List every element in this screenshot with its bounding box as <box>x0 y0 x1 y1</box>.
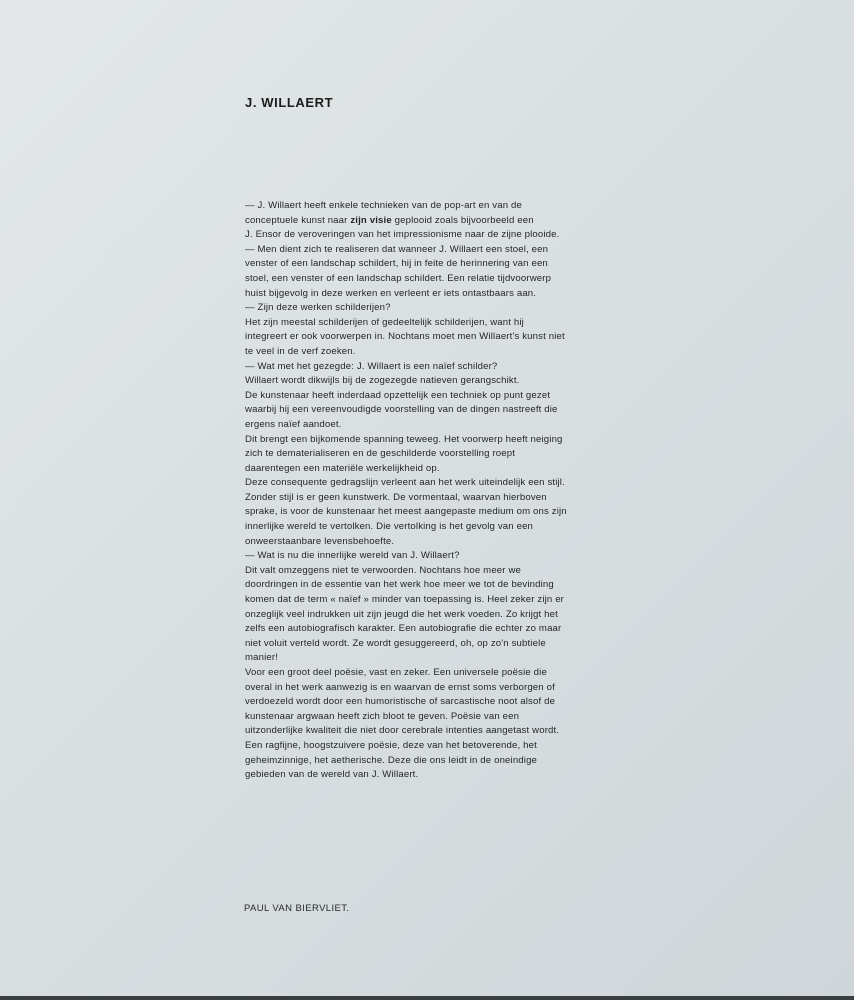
text-line: verdoezeld wordt door een humoristische of sarcastische noot alsof de <box>245 696 556 708</box>
text-line: waarbij hij een vereenvoudigde voorstelling van de dingen nastreeft die <box>245 404 558 416</box>
text-line: manier! <box>245 652 279 664</box>
text-line: niet voluit verteld wordt. Ze wordt gesuggereerd, oh, op zo'n subtiele <box>245 637 546 649</box>
text-line: integreert er ook voorwerpen in. Nochtans moet men Willaert's kunst niet <box>245 331 565 343</box>
author-signature: PAUL VAN BIERVLIET. <box>244 903 350 914</box>
text-line: onweerstaanbare levensbehoefte. <box>245 535 395 547</box>
text-line: Willaert wordt dikwijls bij de zogezegde natieven gerangschikt. <box>245 375 520 387</box>
article-body <box>245 199 645 783</box>
text-line <box>245 214 645 229</box>
text-line: overal in het werk aanwezig is en waarvan de ernst soms verborgen of <box>245 681 555 693</box>
text-line: zich te dematerialiseren en de geschilderde voorstelling roept <box>245 448 516 460</box>
text-line: Zonder stijl is er geen kunstwerk. De vormentaal, waarvan hierboven <box>245 491 547 503</box>
text-line: Dit brengt een bijkomende spanning teweeg. Het voorwerp heeft neiging <box>245 433 563 445</box>
text-line: ergens naïef aandoet. <box>245 418 342 430</box>
text-line: sprake, is voor de kunstenaar het meest aangepaste medium om ons zijn <box>245 506 567 518</box>
page-title: J. WILLAERT <box>245 95 334 110</box>
text-line: — Men dient zich te realiseren dat wanneer J. Willaert een stoel, een <box>245 243 549 255</box>
text-span: geplooid zoals bijvoorbeeld een <box>391 214 534 226</box>
text-line: te veel in de verf zoeken. <box>245 345 356 357</box>
text-line: Het zijn meestal schilderijen of gedeeltelijk schilderijen, want hij <box>245 316 524 328</box>
text-line: — Wat met het gezegde: J. Willaert is een naïef schilder? <box>245 360 498 372</box>
text-line: gebieden van de wereld van J. Willaert. <box>245 769 419 781</box>
emphasis-text: zijn visie <box>350 214 392 226</box>
text-line: zelfs een autobiografisch karakter. Een autobiografie die echter zo maar <box>245 623 562 635</box>
text-line: De kunstenaar heeft inderdaad opzettelijk een techniek op punt gezet <box>245 389 551 401</box>
text-line: J. Ensor de veroveringen van het impressionisme naar de zijne plooide. <box>245 229 560 241</box>
text-line: — Zijn deze werken schilderijen? <box>245 302 391 314</box>
text-line: venster of een landschap schildert, hij in feite de herinnering van een <box>245 258 548 270</box>
text-line: Voor een groot deel poësie, vast en zeker. Een universele poësie die <box>245 667 547 678</box>
text-line: — Wat is nu die innerlijke wereld van J. Willaert? <box>245 550 460 562</box>
text-line: kunstenaar argwaan heeft zich bloot te geven. Poësie van een <box>245 710 520 722</box>
text-line: Een ragfijne, hoogstzuivere poësie, deze van het betoverende, het <box>245 739 537 751</box>
text-line: onzeglijk veel indrukken uit zijn jeugd die het werk voeden. Zo krijgt het <box>245 608 558 620</box>
text-line: geheimzinnige, het aetherische. Deze die ons leidt in de oneindige <box>245 754 538 766</box>
text-line: komen dat de term « naïef » minder van toepassing is. Heel zeker zijn er <box>245 594 565 606</box>
text-line: stoel, een venster of een landschap schildert. Een relatie tijdvoorwerp <box>245 272 552 284</box>
text-line: daarentegen een materiële werkelijkheid op. <box>245 462 440 474</box>
text-line: doordringen in de essentie van het werk hoe meer we tot de bevinding <box>245 579 554 591</box>
text-line: Dit valt omzeggens niet te verwoorden. Nochtans hoe meer we <box>245 564 522 576</box>
text-line: — J. Willaert heeft enkele technieken van de pop-art en van de <box>245 200 523 211</box>
text-line: uitzonderlijke kwaliteit die niet door cerebrale intenties aangetast wordt. <box>245 725 560 737</box>
text-span: conceptuele kunst naar <box>245 214 351 226</box>
text-line: huist bijgevolg in deze werken en verleent er iets ontastbaars aan. <box>245 287 537 299</box>
text-line: Deze consequente gedragslijn verleent aan het werk uiteindelijk een stijl. <box>245 477 565 489</box>
text-line: innerlijke wereld te vertolken. Die vertolking is het gevolg van een <box>245 521 534 533</box>
